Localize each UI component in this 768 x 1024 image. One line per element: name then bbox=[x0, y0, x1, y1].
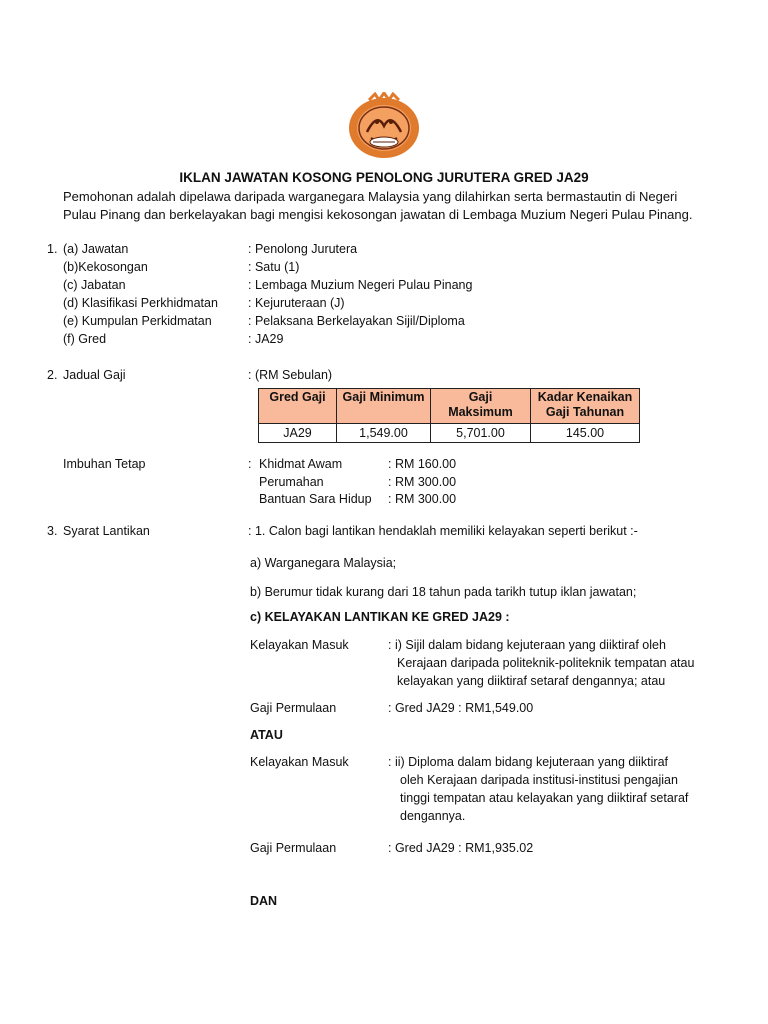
kumpulan-label: (e) Kumpulan Perkidmatan bbox=[63, 314, 212, 328]
gaji-permulaan-label: Gaji Permulaan bbox=[250, 701, 337, 715]
kelayakan-masuk-line: oleh Kerajaan daripada institusi-institusi pengajian bbox=[400, 773, 678, 787]
klasifikasi-label: (d) Klasifikasi Perkhidmatan bbox=[63, 296, 218, 310]
section-1-number: 1. bbox=[47, 242, 58, 256]
syarat-lantikan-label: Syarat Lantikan bbox=[63, 524, 150, 538]
dan-text: DAN bbox=[250, 894, 278, 908]
kekosongan-label: (b)Kekosongan bbox=[63, 260, 148, 274]
intro-paragraph: Pemohonan adalah dipelawa daripada warganegara Malaysia yang dilahirkan serta bermastautin di Negeri Pulau Pinang dan berkelayakan bagi mengisi kekosongan jawatan di Lembaga Muzium Negeri Pulau Pinang. bbox=[63, 189, 693, 222]
kelayakan-masuk-line: tinggi tempatan atau kelayakan yang diiktiraf setaraf bbox=[400, 791, 689, 805]
salary-cell: JA29 bbox=[259, 424, 337, 443]
salary-cell: 1,549.00 bbox=[337, 424, 431, 443]
allowance-name: Khidmat Awam bbox=[259, 457, 343, 471]
kumpulan-value: : Pelaksana Berkelayakan Sijil/Diploma bbox=[248, 314, 465, 328]
gaji-permulaan-label: Gaji Permulaan bbox=[250, 841, 337, 855]
section-3-number: 3. bbox=[47, 524, 58, 538]
salary-table-row bbox=[259, 424, 640, 443]
salary-cell: 145.00 bbox=[531, 424, 640, 443]
kelayakan-masuk-line: dengannya. bbox=[400, 809, 466, 823]
kelayakan-masuk-line: Kerajaan daripada politeknik-politeknik tempatan atau bbox=[397, 656, 695, 670]
salary-table bbox=[258, 388, 640, 443]
salary-header-cell: Gaji Minimum bbox=[337, 389, 431, 424]
kelayakan-masuk-line: kelayakan yang diiktiraf setaraf dengannya; atau bbox=[397, 674, 666, 688]
imbuhan-colon: : bbox=[248, 457, 252, 471]
salary-header-cell: Kadar Kenaikan Gaji Tahunan bbox=[531, 389, 640, 424]
jabatan-label: (c) Jabatan bbox=[63, 278, 126, 292]
jadual-gaji-label: Jadual Gaji bbox=[63, 368, 126, 382]
emblem-logo bbox=[347, 92, 421, 160]
salary-table-header-row bbox=[259, 389, 640, 424]
jabatan-value: : Lembaga Muzium Negeri Pulau Pinang bbox=[248, 278, 473, 292]
salary-cell: 5,701.00 bbox=[431, 424, 531, 443]
jadual-gaji-value: : (RM Sebulan) bbox=[248, 368, 333, 382]
gaji-permulaan-value: : Gred JA29 : RM1,549.00 bbox=[388, 701, 534, 715]
kelayakan-heading: c) KELAYAKAN LANTIKAN KE GRED JA29 : bbox=[250, 610, 510, 624]
page-title: IKLAN JAWATAN KOSONG PENOLONG JURUTERA GRED JA29 bbox=[179, 170, 589, 185]
gred-value: : JA29 bbox=[248, 332, 284, 346]
kelayakan-masuk-label: Kelayakan Masuk bbox=[250, 638, 349, 652]
kelayakan-masuk-line: : i) Sijil dalam bidang kejuteraan yang diiktiraf oleh bbox=[388, 638, 666, 652]
section-2-number: 2. bbox=[47, 368, 58, 382]
syarat-intro: : 1. Calon bagi lantikan hendaklah memiliki kelayakan seperti berikut :- bbox=[248, 524, 638, 538]
kekosongan-value: : Satu (1) bbox=[248, 260, 300, 274]
gaji-permulaan-value: : Gred JA29 : RM1,935.02 bbox=[388, 841, 534, 855]
salary-header-cell: Gred Gaji bbox=[259, 389, 337, 424]
jawatan-value: : Penolong Jurutera bbox=[248, 242, 358, 256]
allowance-value: : RM 160.00 bbox=[388, 457, 457, 471]
imbuhan-label: Imbuhan Tetap bbox=[63, 457, 146, 471]
atau-text: ATAU bbox=[250, 728, 283, 742]
allowance-name: Perumahan bbox=[259, 475, 324, 489]
gred-label: (f) Gred bbox=[63, 332, 107, 346]
salary-header-cell: Gaji Maksimum bbox=[431, 389, 531, 424]
kelayakan-masuk-label: Kelayakan Masuk bbox=[250, 755, 349, 769]
jawatan-label: (a) Jawatan bbox=[63, 242, 129, 256]
allowance-value: : RM 300.00 bbox=[388, 492, 457, 506]
allowance-name: Bantuan Sara Hidup bbox=[259, 492, 372, 506]
syarat-item-a: a) Warganegara Malaysia; bbox=[250, 556, 397, 570]
klasifikasi-value: : Kejuruteraan (J) bbox=[248, 296, 345, 310]
allowance-value: : RM 300.00 bbox=[388, 475, 457, 489]
kelayakan-masuk-line: : ii) Diploma dalam bidang kejuteraan yang diiktiraf bbox=[388, 755, 669, 769]
syarat-item-b: b) Berumur tidak kurang dari 18 tahun pada tarikh tutup iklan jawatan; bbox=[250, 585, 637, 599]
